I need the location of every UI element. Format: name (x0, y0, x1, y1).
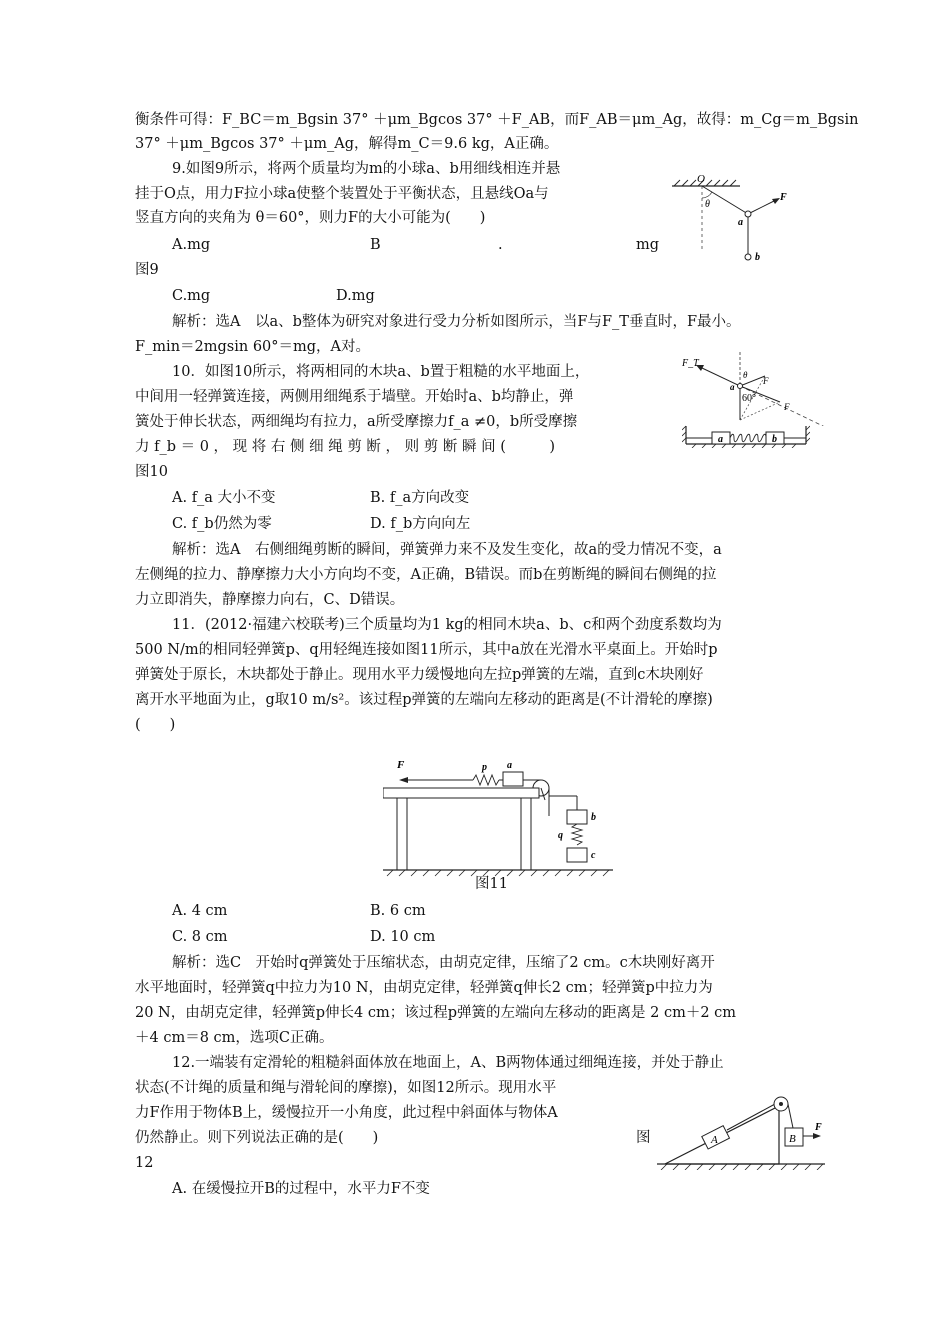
text-line: C.mg (172, 288, 211, 304)
text-line: F_min＝2mgsin 60°＝mg，A对。 (135, 339, 371, 355)
text-line: 图9 (135, 262, 159, 278)
text-line: 37° ＋μm_Bgcos 37° ＋μm_Ag，解得m_C＝9.6 kg，A正确。 (135, 136, 559, 152)
fig9-label-f: F (780, 192, 787, 203)
text-line: D.mg (336, 288, 375, 304)
text-line: 竖直方向的夹角为 θ＝60°，则力F的大小可能为( ) (135, 210, 486, 226)
text-line: 10．如图10所示，将两相同的木块a、b置于粗糙的水平地面上， (172, 364, 590, 380)
force-label-angle: 60° (742, 393, 756, 404)
text-line: C. 8 cm (172, 929, 228, 945)
text-line: 簧处于伸长状态，两细绳均有拉力，a所受摩擦力f_a ≠0，b所受摩擦 (135, 414, 578, 430)
figure-force-analysis (680, 352, 830, 426)
fig10-label-a: a (718, 434, 723, 445)
text-line: 500 N/m的相同轻弹簧p、q用轻绳连接如图11所示，其中a放在光滑水平桌面上。开始时p (135, 642, 718, 658)
text-line: 力立即消失，静摩擦力向右，C、D错误。 (135, 592, 405, 608)
text-line: 挂于O点，用力F拉小球a使整个装置处于平衡状态，且悬线Oa与 (135, 186, 549, 202)
text-line: 力 f_b ＝ 0 ， 现 将 右 侧 细 绳 剪 断 ， 则 剪 断 瞬 间 ( ) (135, 439, 556, 455)
text-line: 离开水平地面为止，g取10 m/s²。该过程p弹簧的左端向左移动的距离是(不计滑轮的摩擦) (135, 692, 713, 708)
force-label-ft: F_T (682, 358, 699, 369)
text-line: 解析：选C 开始时q弹簧处于压缩状态，由胡克定律，压缩了2 cm。c木块刚好离开 (172, 955, 715, 971)
text-line: A. f_a 大小不变 (172, 490, 276, 506)
text-line: A.mg (172, 237, 211, 253)
figure-10 (682, 424, 810, 448)
figure-11 (383, 750, 613, 884)
force-label-theta: θ (743, 370, 748, 380)
fig9-label-a: a (738, 217, 743, 228)
text-line: 20 N，由胡克定律，轻弹簧p伸长4 cm；该过程p弹簧的左端向左移动的距离是 2 cm＋2 cm (135, 1005, 737, 1021)
text-line: 水平地面时，轻弹簧q中拉力为10 N，由胡克定律，轻弹簧q伸长2 cm；轻弹簧p中拉力为 (135, 980, 713, 996)
text-line: ＋4 cm＝8 cm，选项C正确。 (135, 1030, 334, 1046)
figure-9 (668, 172, 788, 272)
text-line: 图 (636, 1130, 651, 1146)
text-line: . (498, 237, 503, 253)
fig9-label-theta: θ (705, 199, 710, 210)
fig11-label-q: q (558, 830, 563, 841)
text-line: 解析：选A 以a、b整体为研究对象进行受力分析如图所示，当F与F_T垂直时，F最小。 (172, 314, 741, 330)
text-line: C. f_b仍然为零 (172, 516, 272, 532)
text-line: 弹簧处于原长，木块都处于静止。现用水平力缓慢地向左拉p弹簧的左端，直到c木块刚好 (135, 667, 704, 683)
fig10-label-b: b (772, 434, 777, 445)
force-label-a: a (730, 382, 735, 392)
text-line: A. 4 cm (172, 903, 228, 919)
text-line: D. f_b方向向左 (370, 516, 471, 532)
text-line: 中间用一轻弹簧连接，两侧用细绳系于墙壁。开始时a、b均静止，弹 (135, 389, 574, 405)
text-line: ( ) (135, 717, 176, 733)
text-line: 图11 (475, 876, 508, 892)
fig11-label-p: p (482, 762, 487, 773)
text-line: 12 (135, 1155, 154, 1171)
text-line: 左侧绳的拉力、静摩擦力大小方向均不变，A正确，B错误。而b在剪断绳的瞬间右侧绳的拉 (135, 567, 717, 583)
text-line: B. 6 cm (370, 903, 426, 919)
text-line: 12.一端装有定滑轮的粗糙斜面体放在地面上，A、B两物体通过细绳连接，并处于静止 (172, 1055, 724, 1071)
text-line: A. 在缓慢拉开B的过程中，水平力F不变 (172, 1181, 430, 1197)
figure-12 (655, 1090, 830, 1170)
fig11-label-a: a (507, 760, 512, 771)
text-line: B. f_a方向改变 (370, 490, 470, 506)
force-label-f1: F (763, 376, 769, 386)
text-line: 衡条件可得：F_BC＝m_Bgsin 37° ＋μm_Bgcos 37° ＋F_AB，而F_AB＝μm_Ag，故得：m_Cg＝m_Bgsin (135, 112, 859, 128)
fig12-label-f: F (815, 1122, 822, 1133)
fig11-label-b: b (591, 812, 596, 823)
fig12-label-a: A (711, 1134, 718, 1146)
text-line: mg (636, 237, 660, 253)
text-line: D. 10 cm (370, 929, 436, 945)
text-line: 11．(2012·福建六校联考)三个质量均为1 kg的相同木块a、b、c和两个劲度系数均为 (172, 617, 722, 633)
text-line: 状态(不计绳的质量和绳与滑轮间的摩擦)，如图12所示。现用水平 (135, 1080, 557, 1096)
text-line: 仍然静止。则下列说法正确的是( ) (135, 1130, 379, 1146)
text-line: 9.如图9所示，将两个质量均为m的小球a、b用细线相连并悬 (172, 161, 561, 177)
fig11-label-f: F (397, 759, 405, 771)
fig11-label-c: c (591, 850, 596, 861)
fig9-label-b: b (755, 252, 760, 263)
fig9-label-o: O (697, 173, 705, 185)
text-line: B (370, 237, 381, 253)
force-label-f2: F (784, 402, 790, 412)
text-line: 图10 (135, 464, 168, 480)
text-line: 解析：选A 右侧细绳剪断的瞬间，弹簧弹力来不及发生变化，故a的受力情况不变，a (172, 542, 722, 558)
text-line: 力F作用于物体B上，缓慢拉开一小角度，此过程中斜面体与物体A (135, 1105, 558, 1121)
fig12-label-b: B (789, 1133, 796, 1145)
